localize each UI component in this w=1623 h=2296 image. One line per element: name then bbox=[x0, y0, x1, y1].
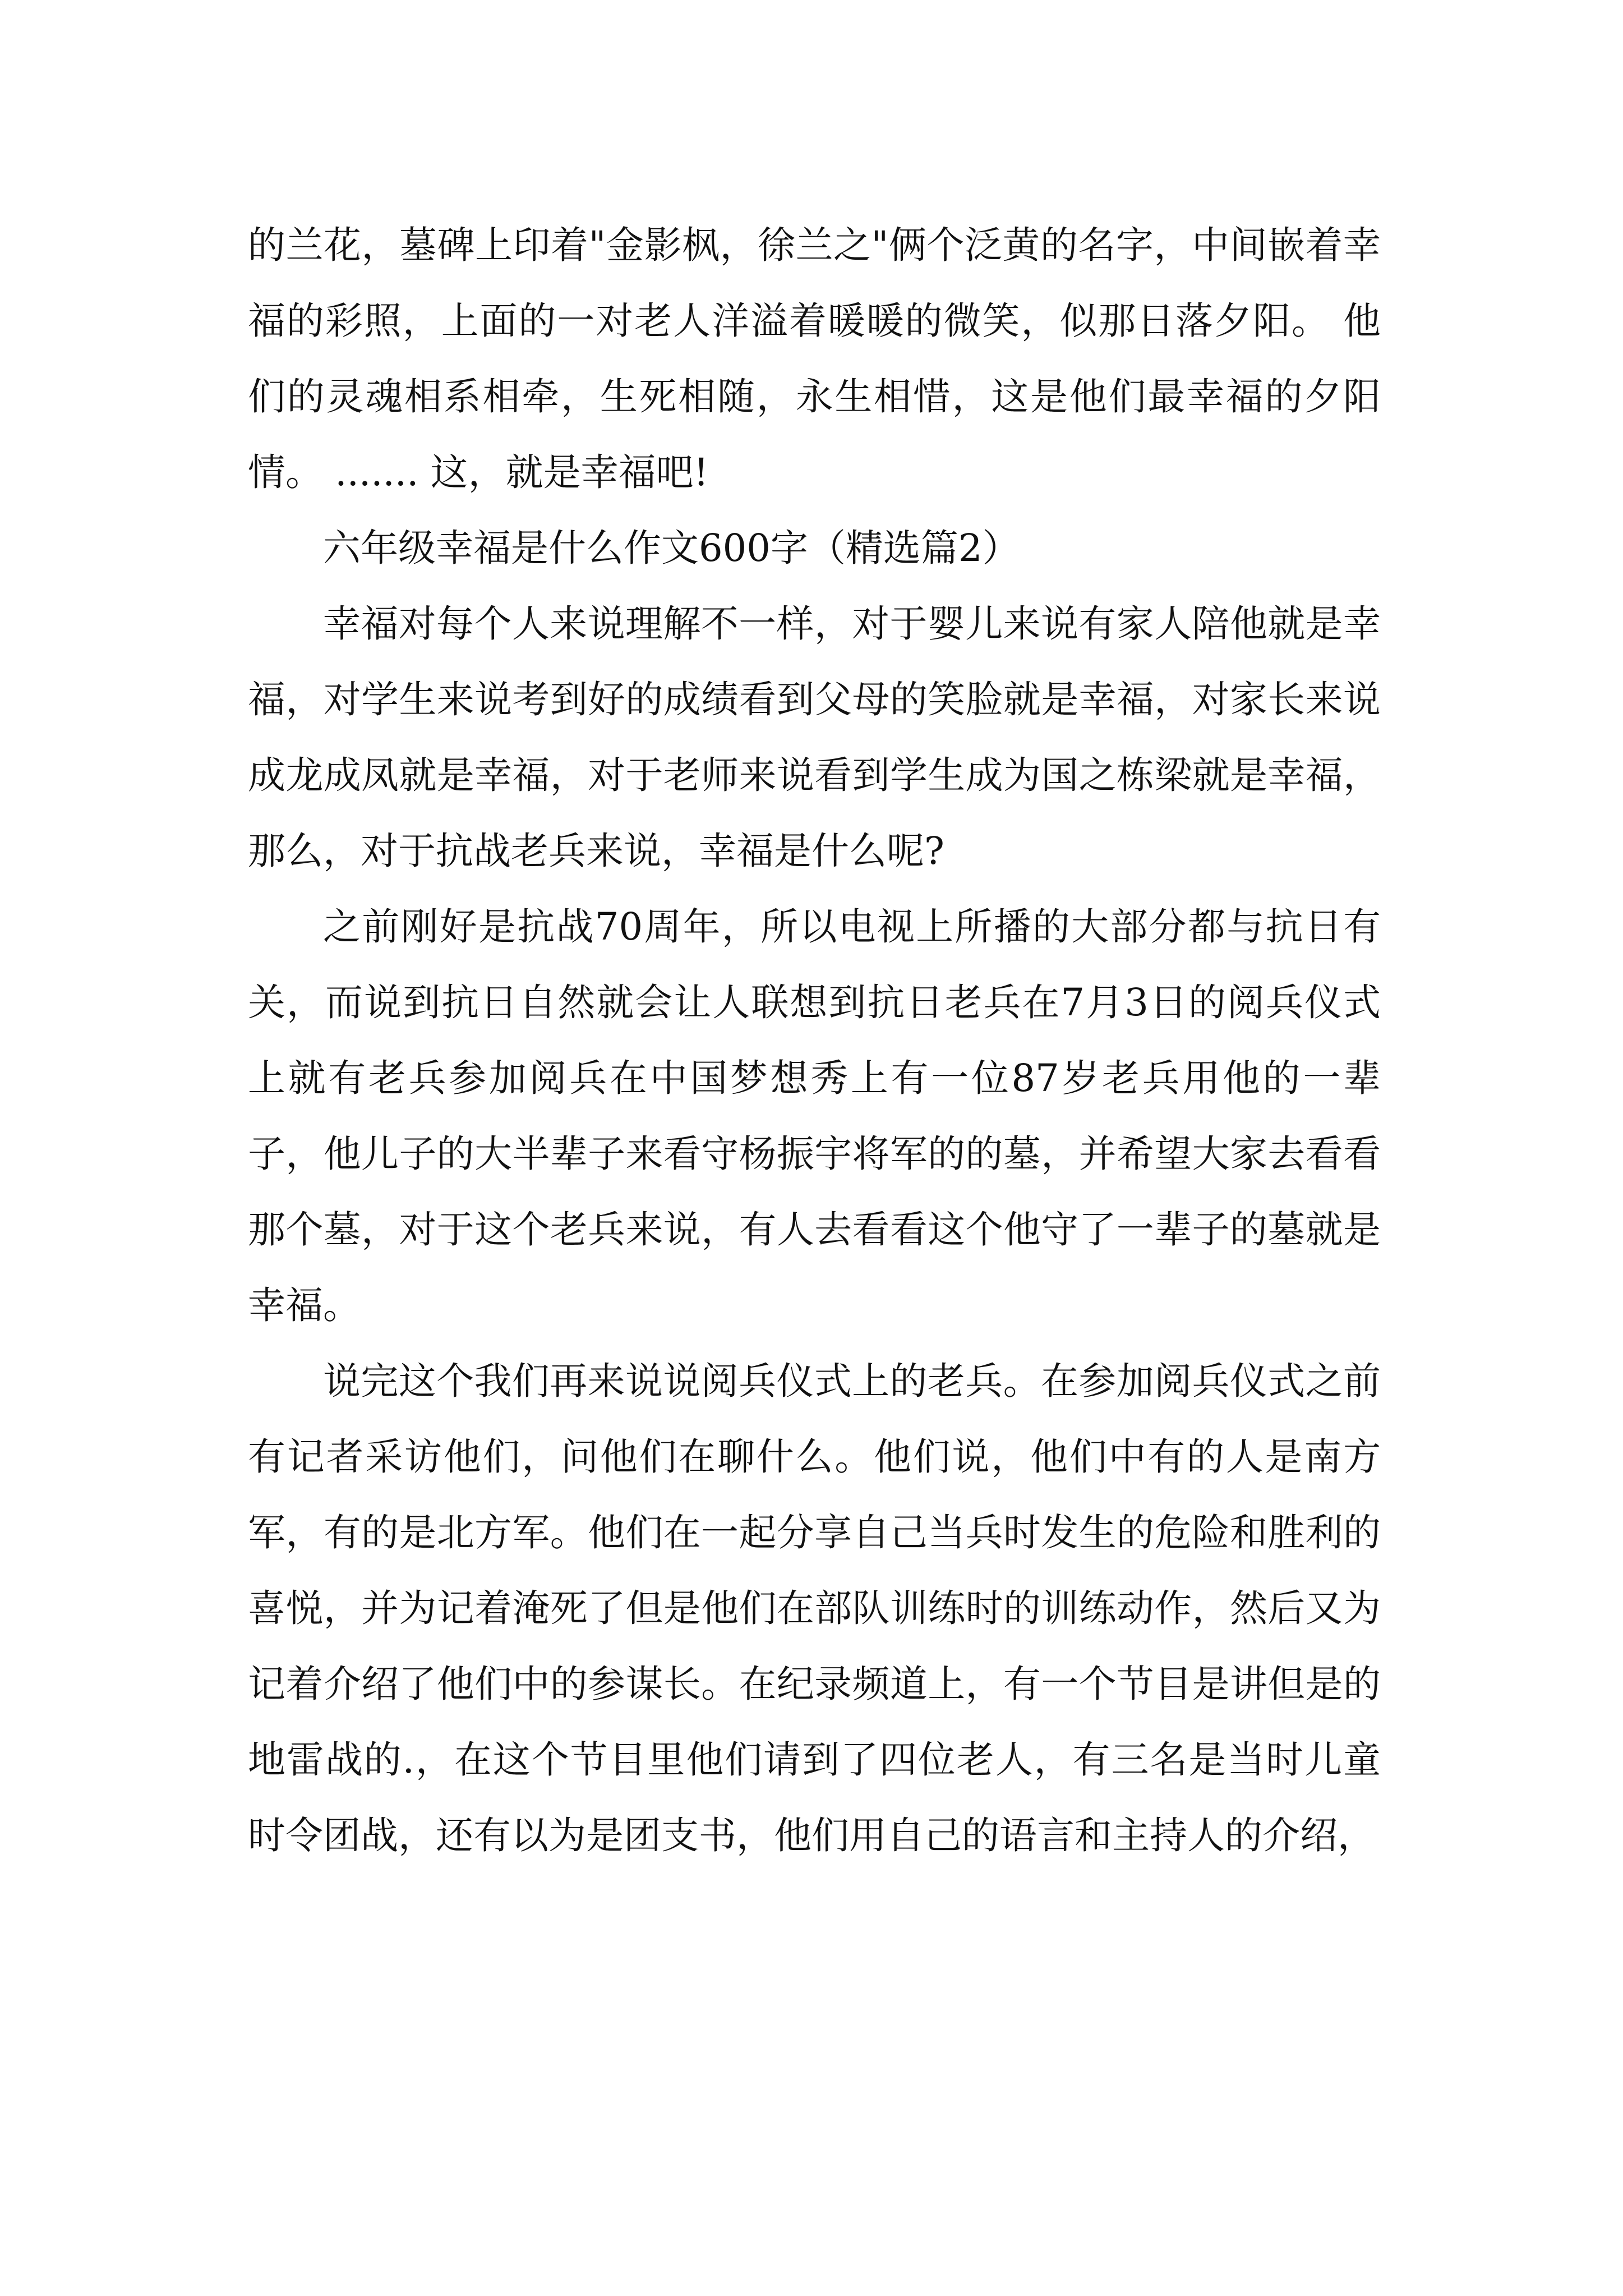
section-heading: 六年级幸福是什么作文600字（精选篇2） bbox=[323, 526, 1020, 570]
paragraph: 之前刚好是抗战70周年，所以电视上所播的大部分都与抗日有关，而说到抗日自然就会让人联想到抗日老兵在7月3日的阅兵仪式上就有老兵参加阅兵在中国梦想秀上有一位87岁老兵用他的一辈子，他儿子的大半辈子来看守杨振宇将军的的墓，并希望大家去看看那个墓，对于这个老兵来说，有人去看看这个他守了一辈子的墓就是幸福。 bbox=[248, 905, 1381, 1327]
paragraph: 说完这个我们再来说说阅兵仪式上的老兵。在参加阅兵仪式之前有记者采访他们，问他们在聊什么。他们说，他们中有的人是南方军，有的是北方军。他们在一起分享自己当兵时发生的危险和胜利的喜悦，并为记着淹死了但是他们在部队训练时的训练动作，然后又为记着介绍了他们中的参谋长。在纪录频道上，有一个节目是讲但是的地雷战的.，在这个节目里他们请到了四位老人，有三名是当时儿童时令团战，还有以为是团支书，他们用自己的语言和主持人的介绍， bbox=[248, 1359, 1381, 1857]
document-body bbox=[248, 208, 1381, 1874]
paragraph: 幸福对每个人来说理解不一样，对于婴儿来说有家人陪他就是幸福，对学生来说考到好的成绩看到父母的笑脸就是幸福，对家长来说成龙成凤就是幸福，对于老师来说看到学生成为国之栋梁就是幸福，那么，对于抗战老兵来说，幸福是什么呢? bbox=[248, 602, 1381, 873]
paragraph-continued: 的兰花，墓碑上印着"金影枫，徐兰之"俩个泛黄的名字，中间嵌着幸福的彩照，上面的一对老人洋溢着暖暖的微笑，似那日落夕阳。 他们的灵魂相系相牵，生死相随，永生相惜，这是他们最幸福的夕阳情。 ....... 这，就是幸福吧! bbox=[248, 223, 1381, 494]
